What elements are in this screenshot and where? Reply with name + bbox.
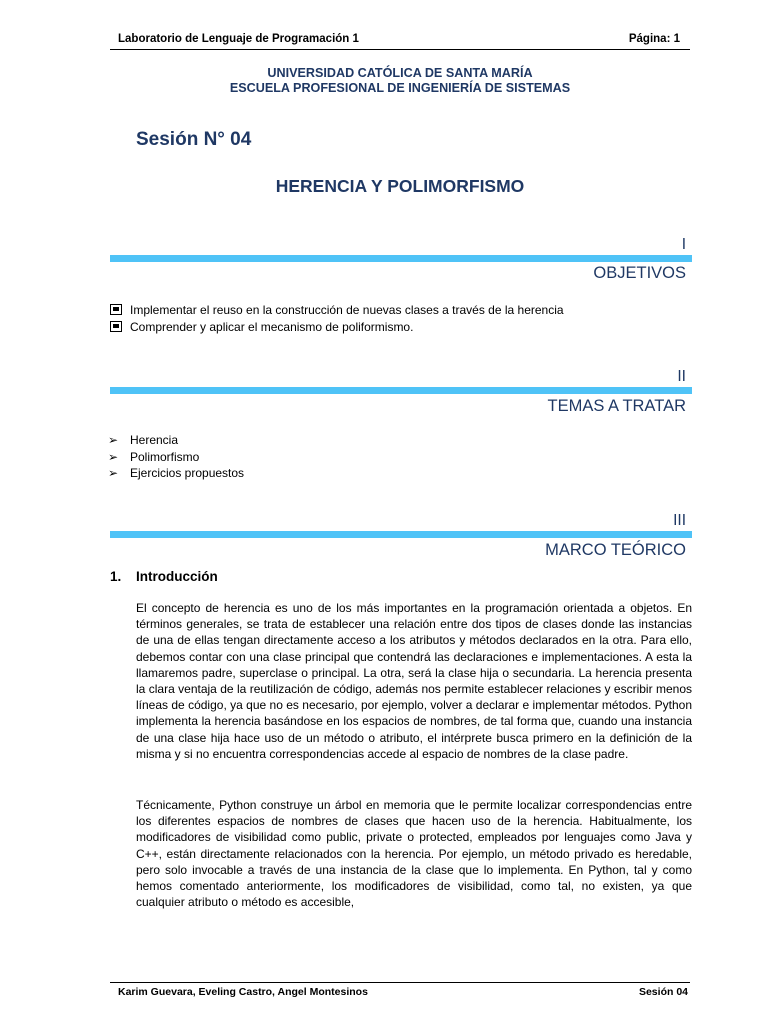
topics-list [108, 432, 244, 482]
list-item [108, 465, 244, 482]
section-1-title: OBJETIVOS [593, 264, 686, 282]
school-name: ESCUELA PROFESIONAL DE INGENIERÍA DE SISTEMAS [229, 81, 571, 95]
list-item [108, 432, 244, 449]
intro-paragraph-2: Técnicamente, Python construye un árbol en memoria que le permite localizar correspondencias entre los diferentes espacios de nombres de clases que hacen uso de la herencia. Habitualmente, los modificadores de visibilidad como public, private o protected, empleados por lenguajes como Java y C++, están directamente relacionados con la herencia. Por ejemplo, un método privado es heredable, pero solo invocable a través de una instancia de la clase que lo implementa. En Python, tal y como hemos comentado anteriormente, los modificadores de visibilidad, como tal, no existen, ya que cualquier atributo o método es accesible, [136, 798, 692, 910]
header-course: Laboratorio de Lenguaje de Programación 1 [118, 33, 359, 45]
intro-heading: Introducción [136, 569, 218, 584]
session-number: Sesión N° 04 [136, 129, 252, 150]
arrow-bullet-icon: ➢ [108, 433, 119, 447]
university-block [110, 66, 690, 96]
page-header [110, 33, 690, 50]
document-title: HERENCIA Y POLIMORFISMO [275, 176, 525, 196]
checkbox-bullet-icon [110, 321, 122, 332]
intro-paragraph-1: El concepto de herencia es uno de los más importantes en la programación orientada a objetos. En términos generales, se trata de establecer una relación entre dos tipos de clases donde las instancias de una de ellas tengan directamente acceso a los atributos y métodos declarados en la otra. Para ello, debemos contar con una clase principal que contendrá las declaraciones e implementaciones. A esta la llamaremos padre, superclase o principal. La otra, será la clase hija o secundaria. La herencia presenta la clara ventaja de la reutilización de código, además nos permite establecer relaciones y escribir menos líneas de código, ya que no es necesario, por ejemplo, volver a declarar e implementar métodos. Python implementa la herencia basándose en los espacios de nombres, de tal forma que, cuando una instancia de una clase hija hace uso de un método o atributo, el intérprete busca primero en la definición de la misma y si no encuentra correspondencias accede al espacio de nombres de la clase padre. [136, 601, 692, 761]
topic-text: Ejercicios propuestos [130, 466, 245, 480]
checkbox-bullet-icon [110, 304, 122, 315]
header-page-number: Página: 1 [628, 33, 680, 45]
section-2-number: II [677, 368, 686, 385]
section-2-title: TEMAS A TRATAR [547, 397, 686, 415]
arrow-bullet-icon: ➢ [108, 466, 119, 480]
list-item [108, 319, 564, 336]
section-1-number: I [681, 236, 686, 253]
page-footer [110, 982, 690, 1001]
section-3-number: III [673, 512, 686, 529]
objectives-list [108, 302, 564, 335]
university-name: UNIVERSIDAD CATÓLICA DE SANTA MARÍA [267, 66, 533, 80]
section-1-divider [110, 255, 692, 262]
footer-authors: Karim Guevara, Eveling Castro, Angel Montesinos [118, 986, 368, 998]
section-2-divider [110, 387, 692, 394]
section-3-title: MARCO TEÓRICO [545, 541, 686, 559]
topic-text: Herencia [130, 433, 179, 447]
intro-number: 1. [110, 569, 122, 584]
topic-text: Polimorfismo [130, 449, 200, 464]
list-item [108, 302, 564, 319]
list-item [108, 449, 244, 466]
objective-text: Comprender y aplicar el mecanismo de poliformismo. [130, 319, 414, 334]
objective-text: Implementar el reuso en la construcción de nuevas clases a través de la herencia [130, 303, 564, 317]
arrow-bullet-icon: ➢ [108, 449, 119, 464]
footer-session: Sesión 04 [638, 986, 688, 998]
section-3-divider [110, 531, 692, 538]
